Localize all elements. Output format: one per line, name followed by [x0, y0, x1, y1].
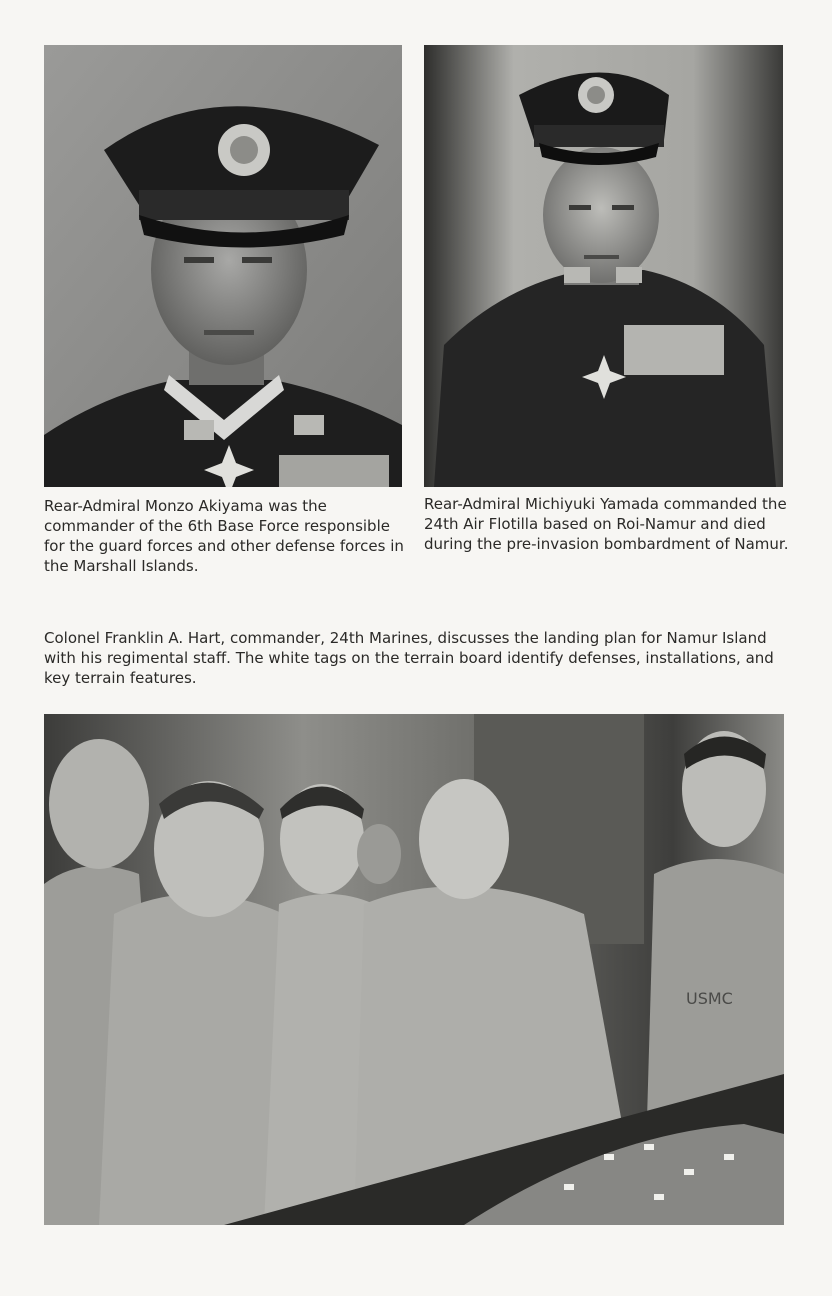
usmc-patch-text: USMC [686, 989, 733, 1008]
akiyama-portrait-image [44, 45, 402, 487]
photo-yamada-portrait [424, 45, 783, 487]
yamada-portrait-image [424, 45, 783, 487]
photo-hart-staff-terrain-board [44, 714, 784, 1225]
photo-akiyama-portrait [44, 45, 402, 487]
hart-staff-group-image [44, 714, 784, 1225]
caption-hart-staff: Colonel Franklin A. Hart, commander, 24th Marines, discusses the landing plan for Namur Island with his regimental staff. The white tags on the terrain board identify defenses, installations, and key terrain features. [44, 629, 774, 687]
caption-yamada: Rear-Admiral Michiyuki Yamada commanded the 24th Air Flotilla based on Roi-Namur and died during the pre-invasion bombardment of Namur. [424, 495, 789, 553]
caption-akiyama: Rear-Admiral Monzo Akiyama was the commander of the 6th Base Force responsible for the guard forces and other defense forces in the Marshall Islands. [44, 497, 404, 575]
